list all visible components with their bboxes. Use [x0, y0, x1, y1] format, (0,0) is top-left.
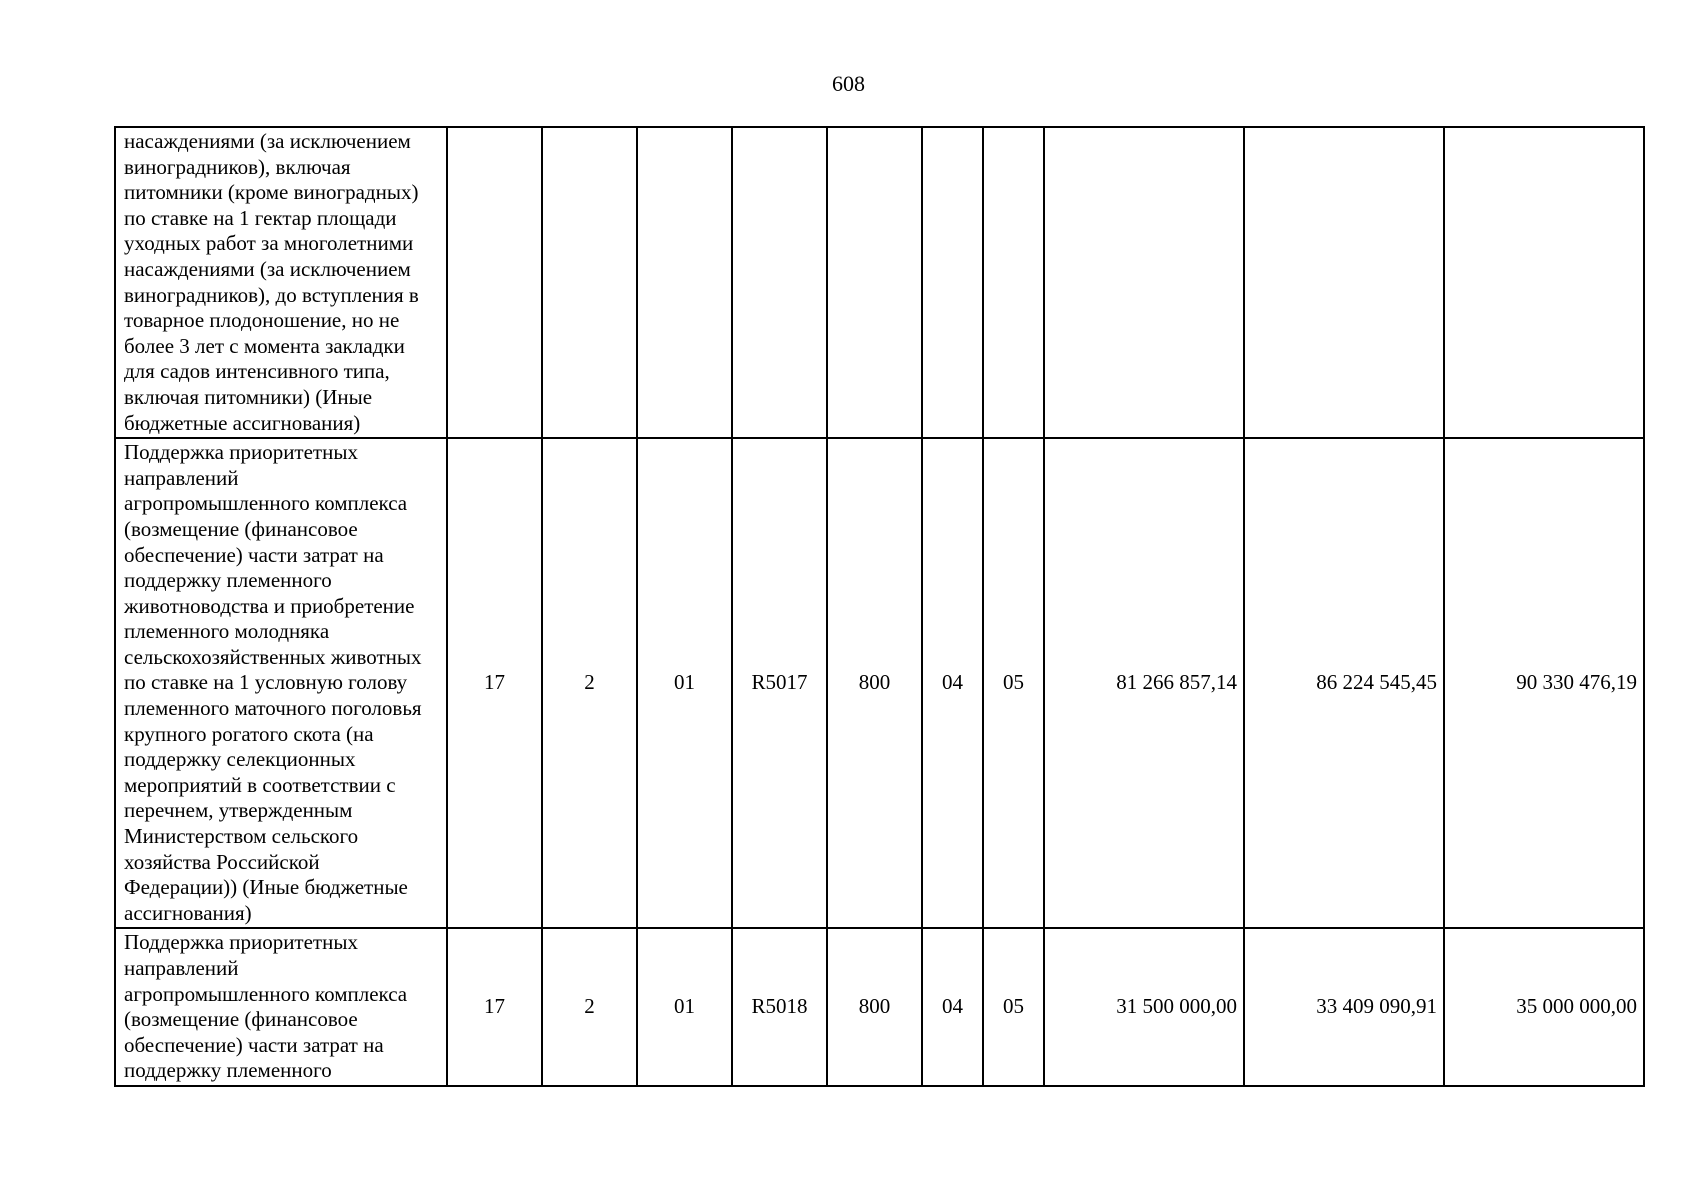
description-line: поддержку племенного — [124, 1058, 332, 1083]
description-line: товарное плодоношение, но не — [124, 308, 400, 333]
description-line: мероприятий в соответствии с — [124, 772, 396, 797]
description-line: Поддержка приоритетных — [124, 930, 358, 955]
program-code-cell — [447, 127, 542, 438]
amount-3-cell — [1444, 127, 1644, 438]
subsection-cell: 05 — [983, 928, 1044, 1086]
description-line: (возмещение (финансовое — [124, 516, 358, 541]
description-line: направлений — [124, 465, 239, 490]
program-code-cell: 17 — [447, 928, 542, 1086]
amount-3-cell: 90 330 476,19 — [1444, 438, 1644, 928]
description-line: ассигнования) — [124, 900, 252, 925]
direction-code-cell — [637, 127, 732, 438]
description-line: поддержку селекционных — [124, 747, 356, 772]
description-line: агропромышленного комплекса — [124, 491, 408, 516]
description-line: для садов интенсивного типа, — [124, 359, 390, 384]
description-line: насаждениями (за исключением — [124, 129, 411, 153]
description-line: перечнем, утвержденным — [124, 798, 353, 823]
direction-code-cell: 01 — [637, 438, 732, 928]
description-line: уходных работ за многолетними — [124, 231, 414, 256]
description-line: животноводства и приобретение — [124, 593, 415, 618]
description-line: обеспечение) части затрат на — [124, 542, 384, 567]
description-line: виноградников), до вступления в — [124, 282, 419, 307]
description-line: питомники (кроме виноградных) — [124, 180, 419, 205]
amount-2-cell: 33 409 090,91 — [1244, 928, 1444, 1086]
budget-table — [114, 126, 1645, 1087]
description-line: поддержку племенного — [124, 568, 332, 593]
subprogram-code-cell: 2 — [542, 928, 637, 1086]
description-line: племенного молодняка — [124, 619, 330, 644]
description-line: хозяйства Российской — [124, 849, 320, 874]
description-line: по ставке на 1 гектар площади — [124, 205, 397, 230]
description-line: (возмещение (финансовое — [124, 1007, 358, 1032]
amount-1-cell: 81 266 857,14 — [1044, 438, 1244, 928]
description-line: обеспечение) части затрат на — [124, 1032, 384, 1057]
amount-3-cell: 35 000 000,00 — [1444, 928, 1644, 1086]
expense-type-cell: 800 — [827, 928, 922, 1086]
amount-2-cell — [1244, 127, 1444, 438]
table-row — [115, 438, 1644, 928]
row-description — [115, 127, 447, 438]
description-line: бюджетные ассигнования) — [124, 410, 361, 435]
amount-2-cell: 86 224 545,45 — [1244, 438, 1444, 928]
description-line: более 3 лет с момента закладки — [124, 333, 405, 358]
subprogram-code-cell — [542, 127, 637, 438]
amount-1-cell: 31 500 000,00 — [1044, 928, 1244, 1086]
row-description — [115, 438, 447, 928]
section-cell: 04 — [922, 438, 983, 928]
description-line: племенного маточного поголовья — [124, 696, 422, 721]
description-line: по ставке на 1 условную голову — [124, 670, 408, 695]
subprogram-code-cell: 2 — [542, 438, 637, 928]
description-line: виноградников), включая — [124, 154, 351, 179]
amount-1-cell — [1044, 127, 1244, 438]
description-line: включая питомники) (Иные — [124, 384, 373, 409]
section-cell: 04 — [922, 928, 983, 1086]
description-line: крупного рогатого скота (на — [124, 721, 374, 746]
program-code-cell: 17 — [447, 438, 542, 928]
target-code-cell: R5018 — [732, 928, 827, 1086]
expense-type-cell: 800 — [827, 438, 922, 928]
direction-code-cell: 01 — [637, 928, 732, 1086]
subsection-cell — [983, 127, 1044, 438]
subsection-cell: 05 — [983, 438, 1044, 928]
description-line: сельскохозяйственных животных — [124, 644, 422, 669]
target-code-cell: R5017 — [732, 438, 827, 928]
row-description — [115, 928, 447, 1086]
expense-type-cell — [827, 127, 922, 438]
description-line: агропромышленного комплекса — [124, 981, 408, 1006]
description-line: насаждениями (за исключением — [124, 256, 411, 281]
description-line: Министерством сельского — [124, 824, 359, 849]
target-code-cell — [732, 127, 827, 438]
page-number: 608 — [832, 71, 865, 96]
table-row — [115, 127, 1644, 438]
description-line: Федерации)) (Иные бюджетные — [124, 875, 408, 900]
description-line: направлений — [124, 956, 239, 980]
description-line: Поддержка приоритетных — [124, 440, 358, 465]
section-cell — [922, 127, 983, 438]
table-row — [115, 928, 1644, 1086]
